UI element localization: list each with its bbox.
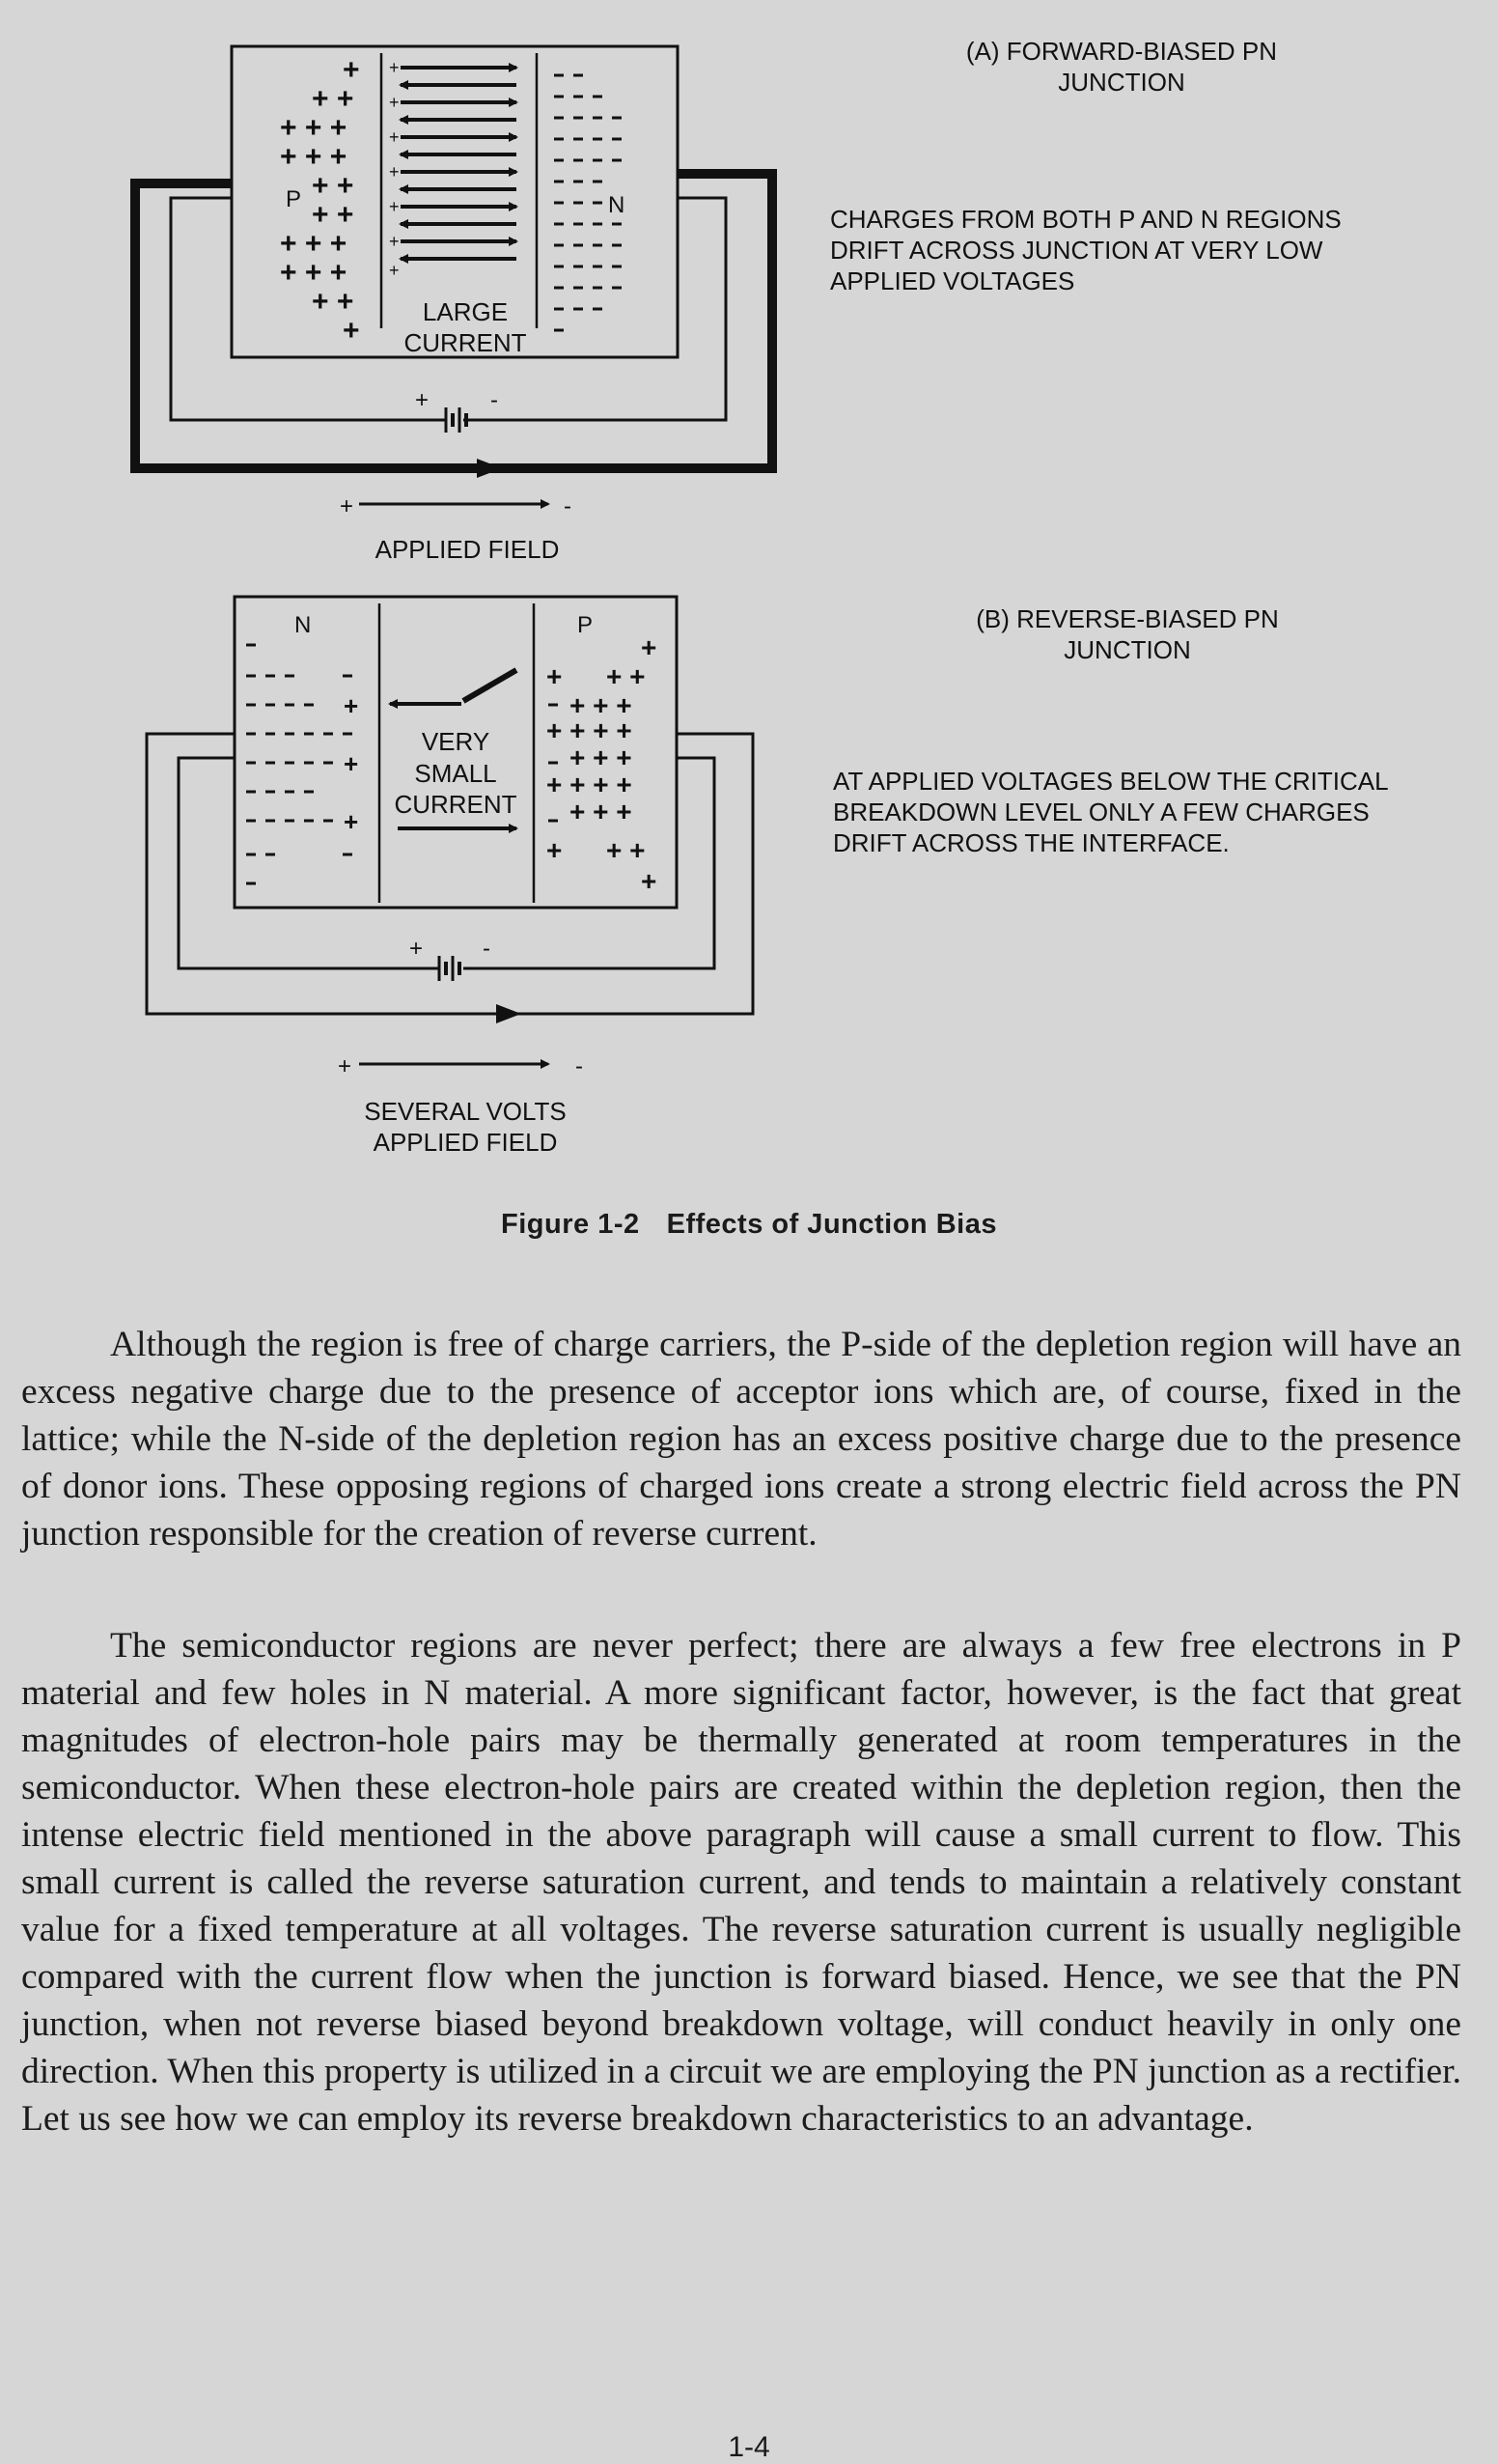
paragraph-1-text: Although the region is free of charge carriers, the P-side of the depletion region will have an excess negative charge due to the presence of acceptor ions which are, of course, fixed in the lattice; while the N-side of the depletion region has an excess positive charge due to the presence of donor ions. These opposing regions of charged ions create a strong electric field across the PN junction responsible for the creation of reverse current. (21, 1325, 1461, 1554)
field-minus-a: - (564, 493, 571, 519)
forward-bias-diagram (135, 37, 1342, 564)
svg-text:+: + (389, 232, 400, 251)
current-label-b-line1: VERY (421, 727, 490, 756)
svg-text:+: + (389, 93, 400, 112)
drift-arrows-a (401, 68, 516, 259)
svg-text:+: + (641, 632, 657, 662)
n-region-electrons-b (246, 645, 352, 883)
desc-a-line3: APPLIED VOLTAGES (830, 266, 1075, 295)
title-a-line1: (A) FORWARD-BIASED PN (965, 37, 1278, 66)
svg-text:+: + (389, 197, 400, 216)
battery-plus-a: + (415, 387, 430, 413)
svg-text:+: + (389, 261, 400, 280)
svg-text:+ +: + + (312, 83, 354, 115)
svg-text:+ +: + + (606, 661, 646, 691)
current-label-b-line2: SMALL (414, 759, 497, 788)
desc-a-line1: CHARGES FROM BOTH P AND N REGIONS (830, 205, 1342, 234)
n-label-a: N (608, 192, 625, 218)
junction-small-plus-a (389, 58, 400, 280)
svg-text:+ + +: + + + (569, 742, 632, 772)
svg-text:+ + + +: + + + + (546, 715, 632, 745)
svg-text:+ +: + + (312, 170, 354, 202)
svg-text:+ + + +: + + + + (546, 770, 632, 799)
svg-text:+: + (344, 807, 359, 836)
field-plus-b: + (338, 1053, 352, 1079)
svg-text:+: + (389, 58, 400, 77)
field-plus-a: + (340, 493, 354, 519)
svg-text:+: + (546, 835, 563, 865)
desc-b-line3: DRIFT ACROSS THE INTERFACE. (833, 828, 1230, 857)
paragraph-2 (21, 1622, 1461, 2142)
current-label-a-line1: LARGE (422, 297, 509, 326)
title-b-line2: JUNCTION (1064, 635, 1191, 664)
svg-text:+ + +: + + + (280, 141, 347, 173)
svg-text:+: + (344, 749, 359, 778)
svg-text:+: + (546, 661, 563, 691)
desc-a-line2: DRIFT ACROSS JUNCTION AT VERY LOW (830, 236, 1323, 265)
battery-minus-b: - (483, 936, 490, 962)
svg-text:+ +: + + (312, 199, 354, 231)
battery-minus-a: - (490, 387, 498, 413)
depletion-plus-b (344, 691, 358, 836)
reverse-bias-diagram (147, 597, 1389, 1157)
svg-text:+ +: + + (606, 835, 646, 865)
p-label-a: P (286, 186, 302, 212)
applied-field-label-b-line1: SEVERAL VOLTS (364, 1097, 567, 1126)
svg-text:+: + (641, 866, 657, 896)
svg-text:+ + +: + + + (569, 690, 632, 720)
svg-text:+ + +: + + + (280, 228, 347, 260)
applied-field-label-b-line2: APPLIED FIELD (373, 1128, 558, 1157)
figure-number: Figure 1-2 (501, 1209, 640, 1240)
page-number: 1-4 (728, 2431, 770, 2463)
current-label-a-line2: CURRENT (403, 328, 527, 357)
battery-plus-b: + (409, 936, 424, 962)
svg-text:+ + +: + + + (280, 112, 347, 144)
paragraph-1 (21, 1321, 1461, 1557)
figure-caption (0, 1209, 1498, 1241)
desc-b-line2: BREAKDOWN LEVEL ONLY A FEW CHARGES (833, 798, 1370, 826)
svg-text:+: + (343, 315, 360, 347)
svg-text:+: + (344, 691, 359, 720)
drift-arrow-b-diag (463, 670, 516, 701)
svg-text:+: + (389, 127, 400, 147)
title-b-line1: (B) REVERSE-BIASED PN (976, 604, 1279, 633)
n-label-b: N (294, 612, 312, 638)
battery-b (439, 956, 459, 981)
desc-b-line1: AT APPLIED VOLTAGES BELOW THE CRITICAL (833, 767, 1389, 796)
p-region-holes-b (546, 632, 656, 896)
svg-text:+: + (389, 162, 400, 182)
applied-field-label-a: APPLIED FIELD (374, 535, 560, 564)
figure-title: Effects of Junction Bias (666, 1209, 997, 1240)
battery-a (446, 407, 466, 433)
svg-text:+ +: + + (312, 286, 354, 318)
svg-text:+: + (343, 54, 360, 86)
svg-text:+ + +: + + + (569, 797, 632, 826)
title-a-line2: JUNCTION (1058, 68, 1185, 97)
p-label-b: P (577, 612, 594, 638)
svg-text:+ + +: + + + (280, 257, 347, 289)
field-minus-b: - (575, 1053, 583, 1079)
current-label-b-line3: CURRENT (394, 790, 517, 819)
paragraph-2-text: The semiconductor regions are never perfect; there are always a few free electrons in P material and few holes in N material. A more significant factor, however, is the fact that great magnitudes of electron-hole pairs may be thermally generated at room temperatures in the semiconductor. When these electron-hole pairs are created within the depletion region, then the intense electric field mentioned in the above paragraph will cause a small current to flow. This small current is called the reverse saturation current, and tends to maintain a relatively constant value for a fixed temperature at all voltages. The reverse saturation current is usually negligible compared with the current flow when the junction is forward biased. Hence, we see that the PN junction, when not reverse biased beyond breakdown voltage, will conduct heavily in only one direction. When this property is utilized in a circuit we are employing the PN junction as a rectifier. Let us see how we can employ its reverse breakdown characteristics to an advantage. (21, 1626, 1461, 2139)
